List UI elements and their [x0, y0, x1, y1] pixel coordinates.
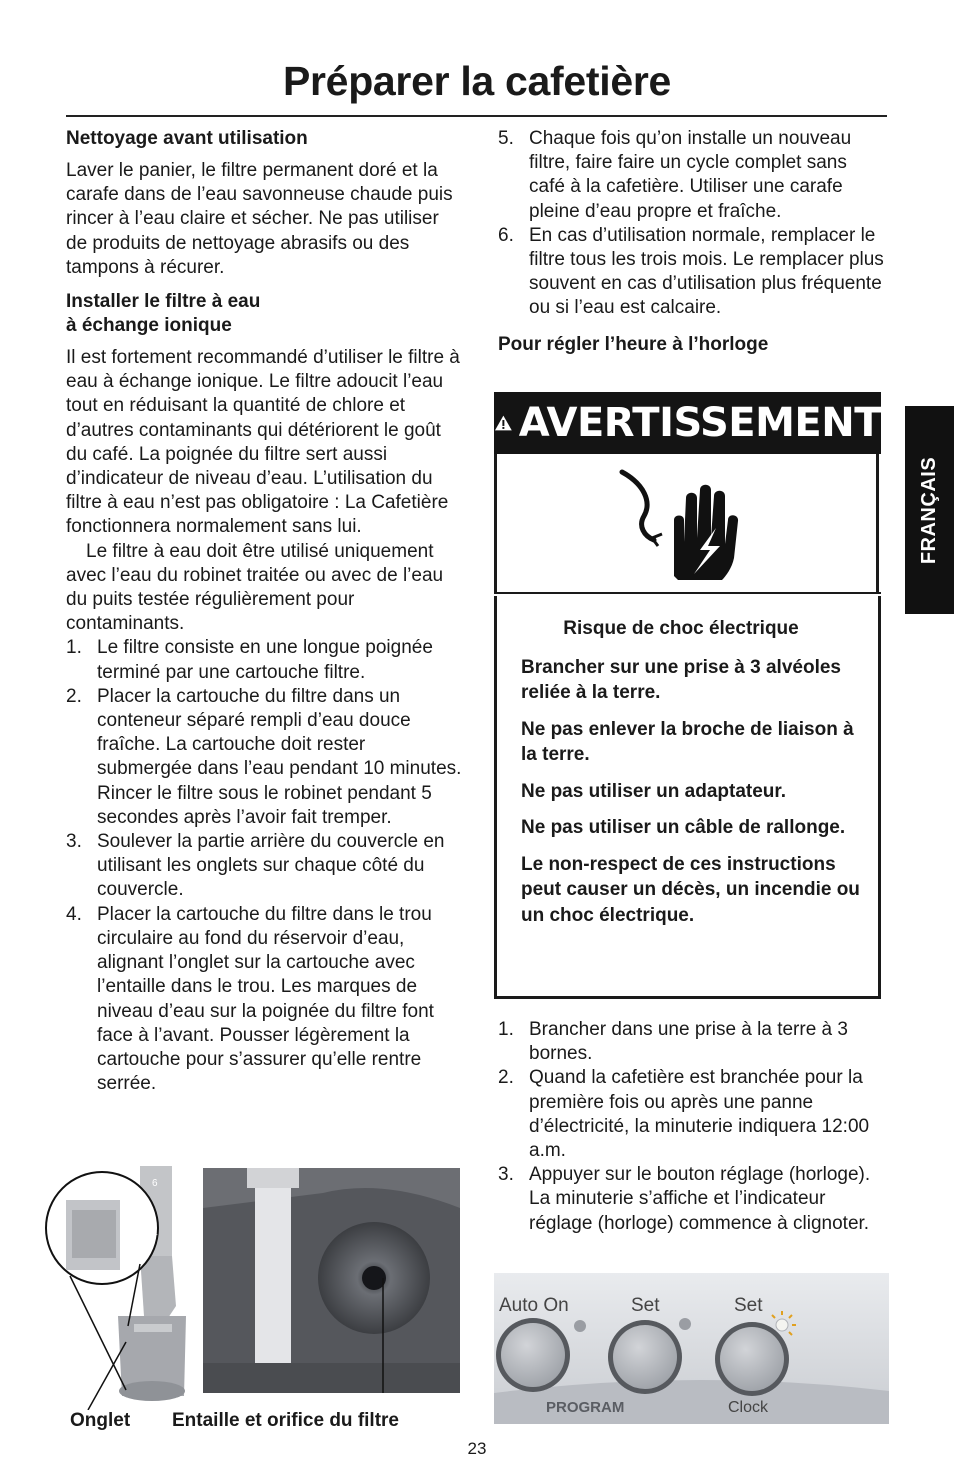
list-item [498, 127, 888, 224]
list-item [66, 685, 462, 830]
list-item [66, 903, 462, 1097]
filter-handle-illustration [44, 1166, 194, 1410]
reservoir-illustration [203, 1168, 460, 1393]
step-text: Soulever la partie arrière du couvercle en utilisant les onglets sur chaque côté du couvercle. [97, 831, 445, 901]
warning-text-box [494, 596, 881, 999]
heading-filter-line2: à échange ionique [66, 315, 232, 337]
list-item [66, 830, 462, 903]
warning-line: Le non-respect de ces instructions peut causer un décès, un incendie ou un choc électrique. [521, 853, 860, 926]
warning-line: Brancher sur une prise à 3 alvéoles reliée à la terre. [521, 656, 841, 703]
para-filter-intro: Il est fortement recommandé d’utiliser le filtre à eau à échange ionique. Le filtre adoucit l’eau tout en réduisant la quantité de chlore et d’autres contaminants qui détériorent le goût du café. La poignée du filtre sert aussi d’indicateur de niveau d’eau. L’utilisation du filtre à eau n’est pas obligatoire : La Cafetière fonctionnera normalement sans lui. [66, 347, 460, 538]
step-text: Quand la cafetière est branchée pour la première fois ou après une panne d’électricité, la minuterie indiquera 12:00 a.m. [529, 1067, 870, 1162]
heading-filter-line1: Installer le filtre à eau [66, 291, 261, 313]
step-number: 3. [66, 831, 82, 853]
left-column [66, 127, 462, 1096]
step-number: 4. [66, 903, 82, 925]
level-mark-4: 4 [152, 1228, 158, 1239]
page-number: 23 [467, 1439, 487, 1458]
set-clock-label: Set [734, 1295, 763, 1316]
caption-tab: Onglet [70, 1410, 131, 1431]
control-panel-photo [494, 1273, 889, 1424]
step-text: En cas d’utilisation normale, remplacer le filtre tous les trois mois. Le remplacer plus souvent en cas d’utilisation plus fréquente ou si l’eau est calcaire. [529, 224, 884, 319]
warning-text [521, 616, 861, 939]
heading-clock: Pour régler l’heure à l’horloge [498, 333, 769, 355]
warning-line: Ne pas utiliser un adaptateur. [521, 780, 787, 802]
shock-pictogram [494, 454, 881, 594]
step-number: 2. [66, 685, 82, 707]
warning-box [494, 392, 881, 1002]
list-item [498, 224, 888, 321]
right-steps-bottom [498, 1018, 888, 1236]
warning-header [494, 392, 881, 454]
para-filter-usage: Le filtre à eau doit être utilisé uniquement avec l’eau du robinet traitée ou avec de l’eau du puits testée régulièrement pour contaminants. [66, 540, 444, 635]
language-tab-label: FRANÇAIS [918, 456, 940, 564]
step-text: Brancher dans une prise à la terre à 3 bornes. [529, 1019, 848, 1065]
list-item [498, 1163, 888, 1236]
set-label: Set [631, 1295, 660, 1316]
right-steps-top [498, 127, 888, 321]
right-column [498, 127, 888, 365]
heading-cleaning: Nettoyage avant utilisation [66, 128, 308, 149]
warning-triangle-icon [494, 406, 513, 440]
step-text: Le filtre consiste en une longue poignée terminé par une cartouche filtre. [97, 637, 433, 683]
right-column-bottom [498, 1018, 888, 1236]
step-text: Appuyer sur le bouton réglage (horloge). La minuterie s’affiche et l’indicateur réglage (horloge) commence à clignoter. [529, 1164, 871, 1234]
language-tab [905, 406, 954, 614]
warning-line: Ne pas enlever la broche de liaison à la terre. [521, 718, 854, 765]
filter-handle-figure [44, 1166, 194, 1410]
reservoir-photo [203, 1168, 460, 1393]
warning-word: AVERTISSEMENT [518, 400, 881, 446]
clock-label: Clock [728, 1399, 769, 1416]
program-label: PROGRAM [546, 1399, 625, 1416]
warning-line: Ne pas utiliser un câble de rallonge. [521, 817, 846, 838]
auto-on-label: Auto On [499, 1295, 569, 1316]
step-number: 6. [498, 224, 514, 246]
list-item [66, 636, 462, 684]
list-item [498, 1066, 888, 1163]
warning-risk: Risque de choc électrique [563, 618, 799, 639]
page-title: Préparer la cafetière [282, 58, 671, 104]
heading-filter [66, 290, 462, 338]
step-number: 1. [66, 637, 82, 659]
step-number: 2. [498, 1067, 514, 1089]
caption-slot: Entaille et orifice du filtre [172, 1410, 399, 1431]
step-number: 5. [498, 128, 514, 149]
para-cleaning: Laver le panier, le filtre permanent doré et la carafe dans de l’eau savonneuse chaude puis rincer à l’eau claire et sécher. Ne pas utiliser de produits de nettoyage abrasifs ou des tampons à récurer. [66, 160, 453, 278]
list-item [498, 1018, 888, 1066]
electric-shock-hand-icon [494, 454, 881, 594]
level-mark-6: 6 [152, 1178, 158, 1189]
left-steps [66, 636, 462, 1096]
title-rule [66, 115, 887, 117]
step-number: 3. [498, 1164, 514, 1186]
step-text: Placer la cartouche du filtre dans le trou circulaire au fond du réservoir d’eau, alignant l’onglet sur la cartouche avec l’entaille dans le trou. Les marques de niveau d’eau sur la poignée du filtre font face à l’avant. Pousser légèrement la cartouche pour s’assurer qu’elle rentre serrée. [97, 903, 434, 1095]
step-text: Chaque fois qu’on installe un nouveau filtre, faire faire un cycle complet sans café à la cafetière. Utiliser une carafe pleine d’eau propre et fraîche. [529, 128, 852, 222]
step-text: Placer la cartouche du filtre dans un conteneur séparé rempli d’eau douce fraîche. La cartouche doit rester submergée dans l’eau pendant 10 minutes. Rincer le filtre sous le robinet pendant 5 secondes après l’avoir fait tremper. [97, 685, 462, 828]
step-number: 1. [498, 1019, 514, 1040]
